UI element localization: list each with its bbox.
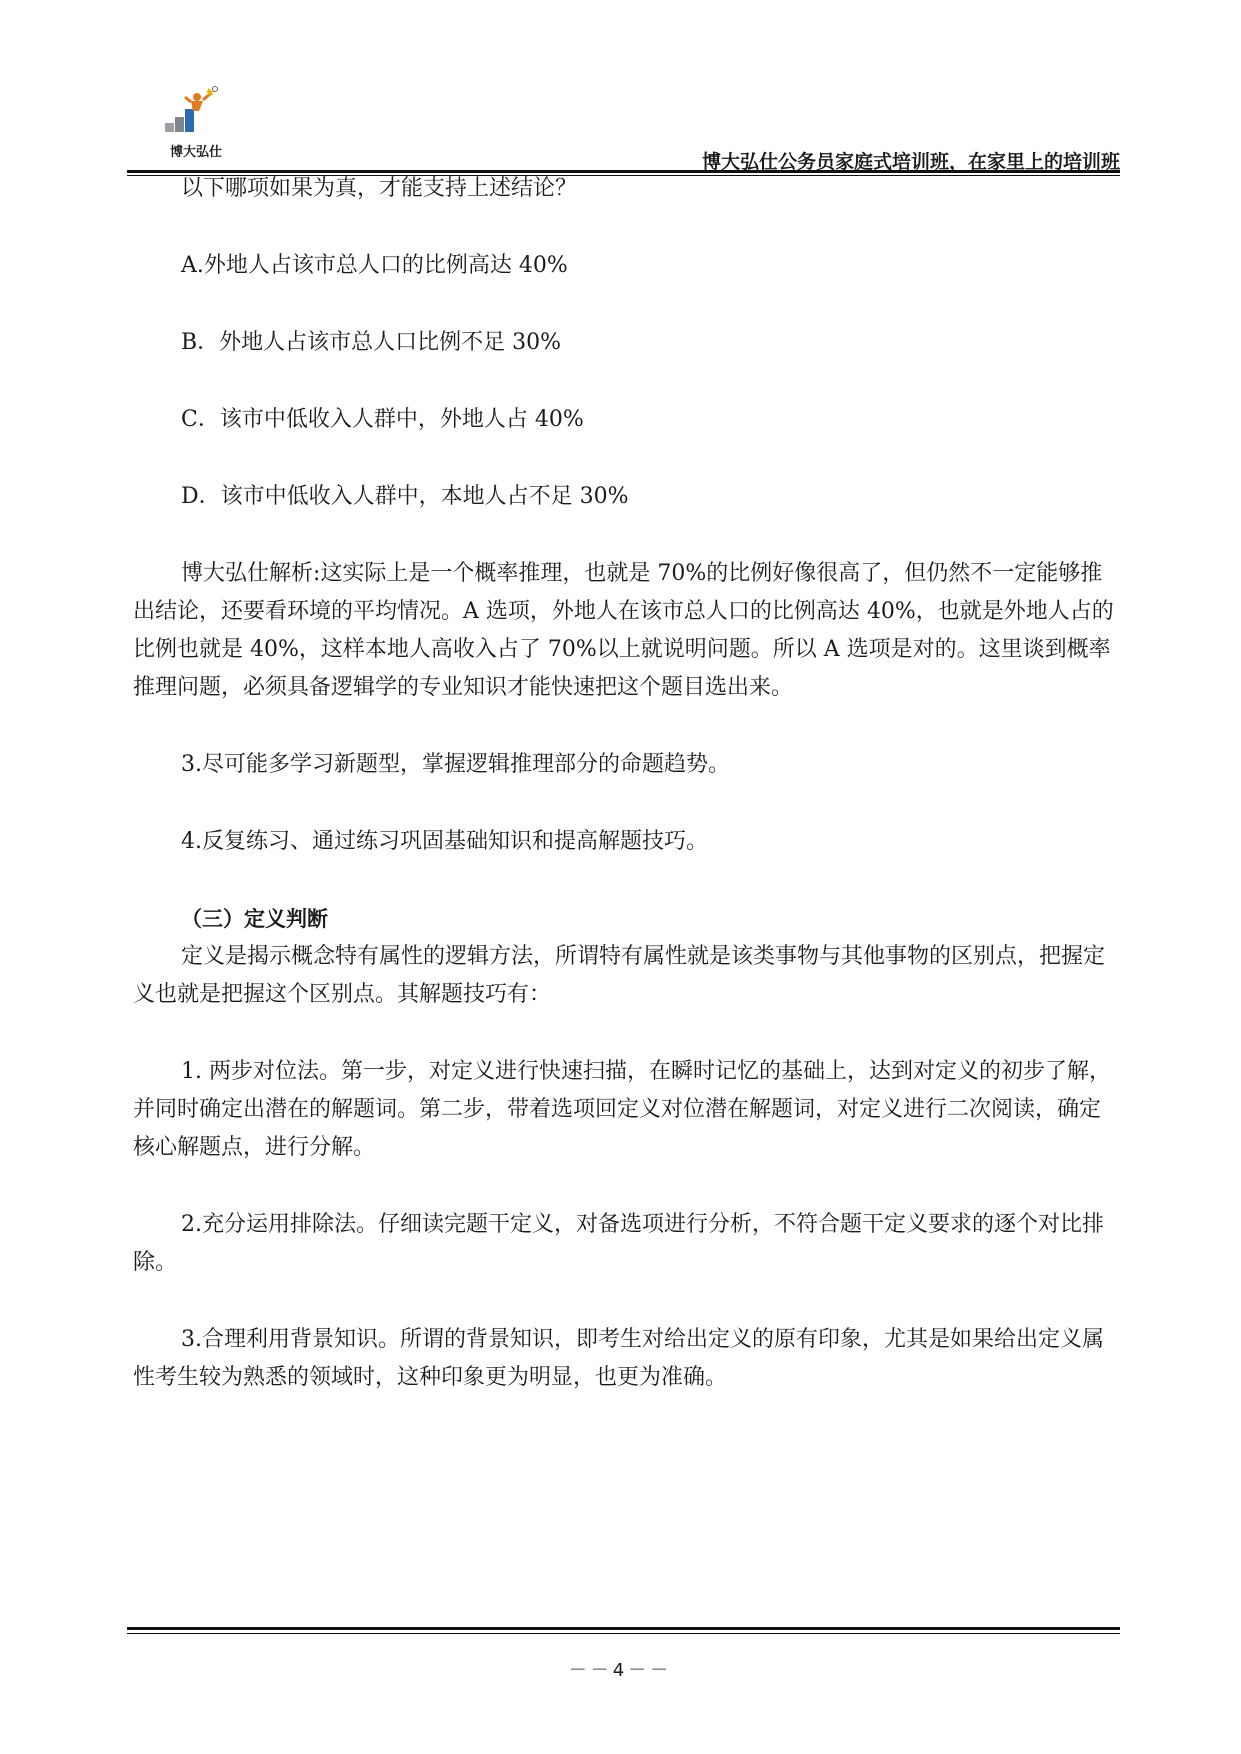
option-b: B．外地人占该市总人口比例不足 30%: [181, 330, 562, 355]
analysis-paragraph: 博大弘仕解析:这实际上是一个概率推理，也就是 70%的比例好像很高了，但仍然不一定能够推出结论，还要看环境的平均情况。A 选项，外地人在该市总人口的比例高达 40%，也就是外地人占的比例也就是 40%，这样本地人高收入占了 70%以上就说明问题。所以 A 选项是对的。这里谈到概率推理问题，必须具备逻辑学的专业知识才能快速把这个题目选出来。: [133, 561, 1114, 700]
page-header: [127, 85, 1120, 171]
option-c: C．该市中低收入人群中，外地人占 40%: [181, 407, 584, 432]
footer-rule-thin: [127, 1633, 1120, 1634]
logo: [147, 85, 247, 160]
definition-intro: 定义是揭示概念特有属性的逻辑方法，所谓特有属性就是该类事物与其他事物的区别点，把握定义也就是把握这个区别点。其解题技巧有：: [133, 944, 1106, 1007]
question-text: 以下哪项如果为真，才能支持上述结论？: [181, 176, 578, 201]
tip-4: 4.反复练习、通过练习巩固基础知识和提高解题技巧。: [181, 829, 708, 854]
option-a: A.外地人占该市总人口的比例高达 40%: [181, 253, 568, 278]
method-1: 1. 两步对位法。第一步，对定义进行快速扫描，在瞬时记忆的基础上，达到对定义的初步了解，并同时确定出潜在的解题词。第二步，带着选项回定义对位潜在解题词，对定义进行二次阅读，确定核心解题点，进行分解。: [133, 1059, 1111, 1160]
section-heading: （三）定义判断: [181, 907, 328, 931]
header-slogan: 博大弘仕公务员家庭式培训班，在家里上的培训班: [701, 151, 1120, 173]
footer-rule: [127, 1627, 1120, 1630]
method-2: 2.充分运用排除法。仔细读完题干定义，对备选项进行分析，不符合题干定义要求的逐个对比排除。: [133, 1212, 1104, 1275]
logo-figure-icon: [147, 85, 247, 145]
tip-3: 3.尽可能多学习新题型，掌握逻辑推理部分的命题趋势。: [181, 752, 730, 777]
option-d: D．该市中低收入人群中，本地人占不足 30%: [181, 484, 629, 509]
logo-text: 博大弘仕: [170, 145, 223, 160]
page-content: [133, 170, 1118, 1397]
page-number: －－4－－: [568, 1660, 673, 1681]
method-3: 3.合理利用背景知识。所谓的背景知识，即考生对给出定义的原有印象，尤其是如果给出定义属性考生较为熟悉的领域时，这种印象更为明显，也更为准确。: [133, 1327, 1104, 1390]
